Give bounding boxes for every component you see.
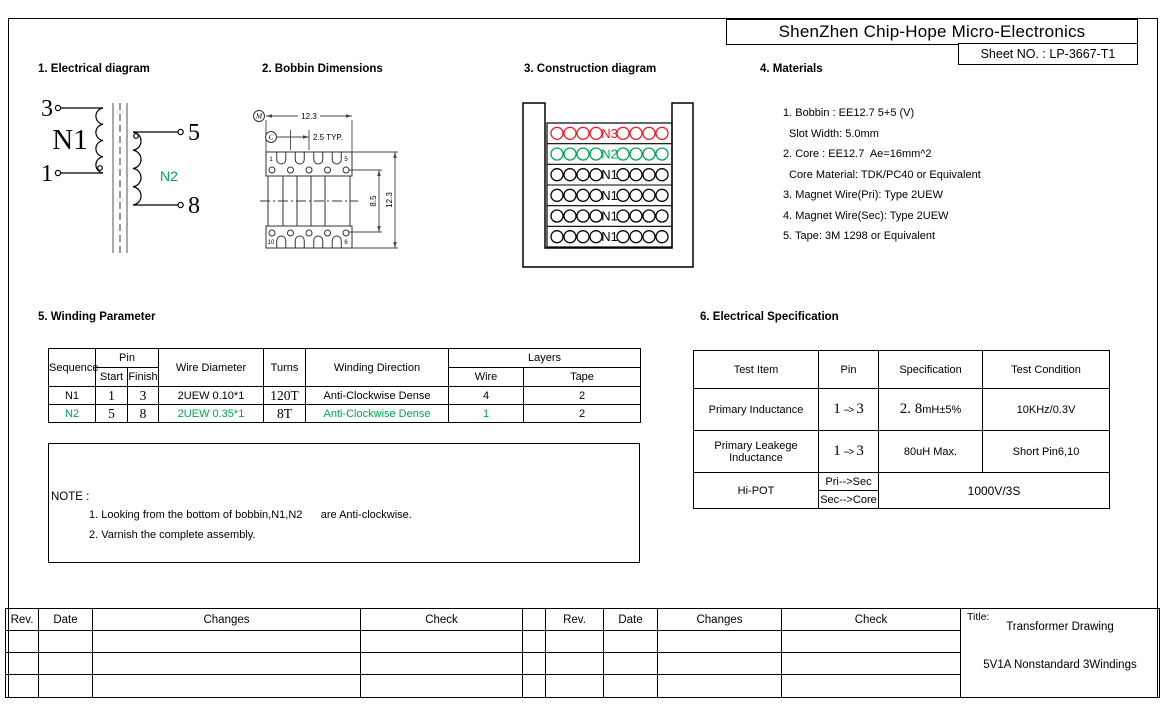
date-cell xyxy=(604,675,658,698)
col-start: Start xyxy=(96,368,128,387)
changes-cell xyxy=(93,653,361,675)
col-sequence: Sequence xyxy=(49,349,96,387)
materials-line: 4. Magnet Wire(Sec): Type 2UEW xyxy=(783,209,949,222)
spec-value: 2. 8 xyxy=(899,401,923,417)
spec-row-hipot xyxy=(694,473,1110,491)
cell-pin xyxy=(819,389,879,431)
materials-line: Core Material: TDK/PC40 or Equivalent xyxy=(789,168,981,181)
cell-specification: 80uH Max. xyxy=(879,431,983,473)
dim-outer-height: 12.3 xyxy=(385,192,394,208)
arrow: --> xyxy=(843,447,854,458)
materials-list xyxy=(783,103,981,247)
winding-row-n2 xyxy=(49,405,641,423)
cell-pin xyxy=(819,431,879,473)
cell-condition: Short Pin6,10 xyxy=(983,431,1110,473)
rev-cell xyxy=(6,653,39,675)
drawing-title: Transformer Drawing xyxy=(1006,621,1114,633)
date-cell xyxy=(604,653,658,675)
dim-inner-height: 8.5 xyxy=(369,195,378,207)
layer-label: N2 xyxy=(601,146,618,162)
winding-n2-label: N2 xyxy=(160,168,178,184)
layer-label: N3 xyxy=(601,126,618,141)
col-test-condition: Test Condition xyxy=(983,351,1110,389)
cell-turns: 8T xyxy=(264,405,306,423)
pin-3-label: 3 xyxy=(41,96,53,122)
date-cell xyxy=(39,631,93,653)
rev-cell xyxy=(6,631,39,653)
winding-n1-label: N1 xyxy=(52,124,88,156)
layer-row-n2 xyxy=(551,147,668,162)
cell-test-item: Hi-POT xyxy=(694,473,819,509)
winding-table xyxy=(48,348,641,423)
cell-direction: Anti-Clockwise Dense xyxy=(306,387,449,405)
pin-top-left: 1 xyxy=(269,157,273,163)
section-title-electrical: 1. Electrical diagram xyxy=(38,63,150,75)
check-cell xyxy=(782,631,961,653)
section-title-materials: 4. Materials xyxy=(760,63,823,75)
col-rev-left: Rev. xyxy=(6,609,39,631)
spec-row-primary-inductance xyxy=(694,389,1110,431)
cell-layers-wire: 1 xyxy=(449,405,524,423)
col-rev-right: Rev. xyxy=(546,609,604,631)
cell-test-item: Primary Inductance xyxy=(694,389,819,431)
cell-pin-lower: Sec-->Core xyxy=(819,491,879,509)
title-label: Title: xyxy=(967,611,990,623)
pin-to: 3 xyxy=(856,443,864,459)
materials-line: 2. Core : EE12.7 Ae=16mm^2 xyxy=(783,148,932,160)
cell-start: 5 xyxy=(96,405,128,423)
sheet-no-box xyxy=(958,43,1138,65)
cell-condition: 10KHz/0.3V xyxy=(983,389,1110,431)
col-check-left: Check xyxy=(361,609,523,631)
cell-turns: 120T xyxy=(264,387,306,405)
pin-bottom-left: 10 xyxy=(267,240,275,246)
changes-cell xyxy=(658,675,782,698)
materials-line: 1. Bobbin : EE12.7 5+5 (V) xyxy=(783,107,915,119)
date-cell xyxy=(39,653,93,675)
changes-cell xyxy=(658,653,782,675)
section-title-construction: 3. Construction diagram xyxy=(524,63,657,75)
col-specification: Specification xyxy=(879,351,983,389)
col-layers-wire: Wire xyxy=(449,368,524,387)
layer-row-n3 xyxy=(551,126,668,141)
layer-row-n1-b xyxy=(551,188,668,203)
gap-cell xyxy=(523,609,546,631)
pin-bottom-right: 6 xyxy=(344,240,348,246)
col-pin: Pin xyxy=(96,349,159,368)
cell-sequence: N1 xyxy=(49,387,96,405)
section-title-winding: 5. Winding Parameter xyxy=(38,311,156,323)
col-finish: Finish xyxy=(128,368,159,387)
drawing-subtitle: 5V1A Nonstandard 3Windings xyxy=(983,659,1137,671)
note-item: 2. Varnish the complete assembly. xyxy=(89,529,256,541)
col-date-left: Date xyxy=(39,609,93,631)
check-cell xyxy=(361,675,523,698)
spec-row-leakage xyxy=(694,431,1110,473)
company-name: ShenZhen Chip-Hope Micro-Electronics xyxy=(778,22,1086,41)
winding-row-n1 xyxy=(49,387,641,405)
section-title-bobbin: 2. Bobbin Dimensions xyxy=(262,63,383,75)
datum-c: C xyxy=(268,132,274,142)
col-check-right: Check xyxy=(782,609,961,631)
check-cell xyxy=(782,653,961,675)
construction-diagram xyxy=(520,95,705,275)
spec-unit: mH±5% xyxy=(922,404,962,416)
arrow: --> xyxy=(843,405,854,416)
electrical-diagram xyxy=(20,85,250,270)
rev-cell xyxy=(6,675,39,698)
changes-cell xyxy=(93,631,361,653)
pin-1-label: 1 xyxy=(41,161,53,187)
col-layers: Layers xyxy=(449,349,641,368)
check-cell xyxy=(361,631,523,653)
materials-line: 3. Magnet Wire(Pri): Type 2UEW xyxy=(783,189,943,201)
cell-sequence: N2 xyxy=(49,405,96,423)
col-pin: Pin xyxy=(819,351,879,389)
col-test-item: Test Item xyxy=(694,351,819,389)
sheet-no: Sheet NO. : LP-3667-T1 xyxy=(980,47,1116,61)
cell-finish: 3 xyxy=(128,387,159,405)
cell-pin-upper: Pri-->Sec xyxy=(819,473,879,491)
bobbin-body xyxy=(260,152,358,248)
layer-row-n1-d xyxy=(551,229,668,244)
layer-row-n1-a xyxy=(551,167,668,182)
col-changes-right: Changes xyxy=(658,609,782,631)
cell-specification xyxy=(879,389,983,431)
cell-direction: Anti-Clockwise Dense xyxy=(306,405,449,423)
cell-wire-diameter: 2UEW 0.10*1 xyxy=(159,387,264,405)
pin-from: 1 xyxy=(833,401,841,417)
col-date-right: Date xyxy=(604,609,658,631)
rev-cell xyxy=(546,631,604,653)
changes-cell xyxy=(658,631,782,653)
note-item: 1. Looking from the bottom of bobbin,N1,N2 are Anti-clockwise. xyxy=(89,509,412,521)
pin-to: 3 xyxy=(856,401,864,417)
company-name-box xyxy=(726,19,1138,45)
check-cell xyxy=(782,675,961,698)
layer-label: N1 xyxy=(601,229,618,245)
cell-layers-tape: 2 xyxy=(524,405,641,423)
gap-cell xyxy=(523,675,546,698)
gap-cell xyxy=(523,653,546,675)
materials-line: Slot Width: 5.0mm xyxy=(789,127,879,140)
note-box xyxy=(48,443,640,563)
cell-layers-tape: 2 xyxy=(524,387,641,405)
layer-label: N1 xyxy=(601,187,618,203)
section-title-spec: 6. Electrical Specification xyxy=(700,311,839,323)
col-wire-diameter: Wire Diameter xyxy=(159,349,264,387)
cell-finish: 8 xyxy=(128,405,159,423)
col-layers-tape: Tape xyxy=(524,368,641,387)
pin-8-label: 8 xyxy=(188,193,200,219)
title-block xyxy=(961,609,1160,698)
materials-line: 5. Tape: 3M 1298 or Equivalent xyxy=(783,230,936,242)
dim-pitch: 2.5 TYP. xyxy=(313,133,343,142)
col-changes-left: Changes xyxy=(93,609,361,631)
pin-top-right: 5 xyxy=(344,157,348,163)
check-cell xyxy=(361,653,523,675)
revision-table xyxy=(5,608,1160,698)
cell-start: 1 xyxy=(96,387,128,405)
bobbin-dimensions-drawing xyxy=(252,100,417,260)
layer-label: N1 xyxy=(601,208,618,224)
cell-wire-diameter: 2UEW 0.35*1 xyxy=(159,405,264,423)
col-direction: Winding Direction xyxy=(306,349,449,387)
pin-from: 1 xyxy=(833,443,841,459)
dim-width: 12.3 xyxy=(301,112,317,121)
note-title: NOTE : xyxy=(51,491,90,503)
cell-hipot-spec: 1000V/3S xyxy=(879,473,1110,509)
col-turns: Turns xyxy=(264,349,306,387)
date-cell xyxy=(39,675,93,698)
cell-test-item: Primary Leakege Inductance xyxy=(694,431,819,473)
datum-m: M xyxy=(255,111,263,121)
layer-row-n1-c xyxy=(551,209,668,224)
date-cell xyxy=(604,631,658,653)
rev-cell xyxy=(546,653,604,675)
changes-cell xyxy=(93,675,361,698)
gap-cell xyxy=(523,631,546,653)
spec-table xyxy=(693,350,1110,509)
core-symbol xyxy=(113,103,127,253)
pin-5-label: 5 xyxy=(188,120,200,146)
layer-label: N1 xyxy=(601,167,618,183)
cell-layers-wire: 4 xyxy=(449,387,524,405)
rev-cell xyxy=(546,675,604,698)
